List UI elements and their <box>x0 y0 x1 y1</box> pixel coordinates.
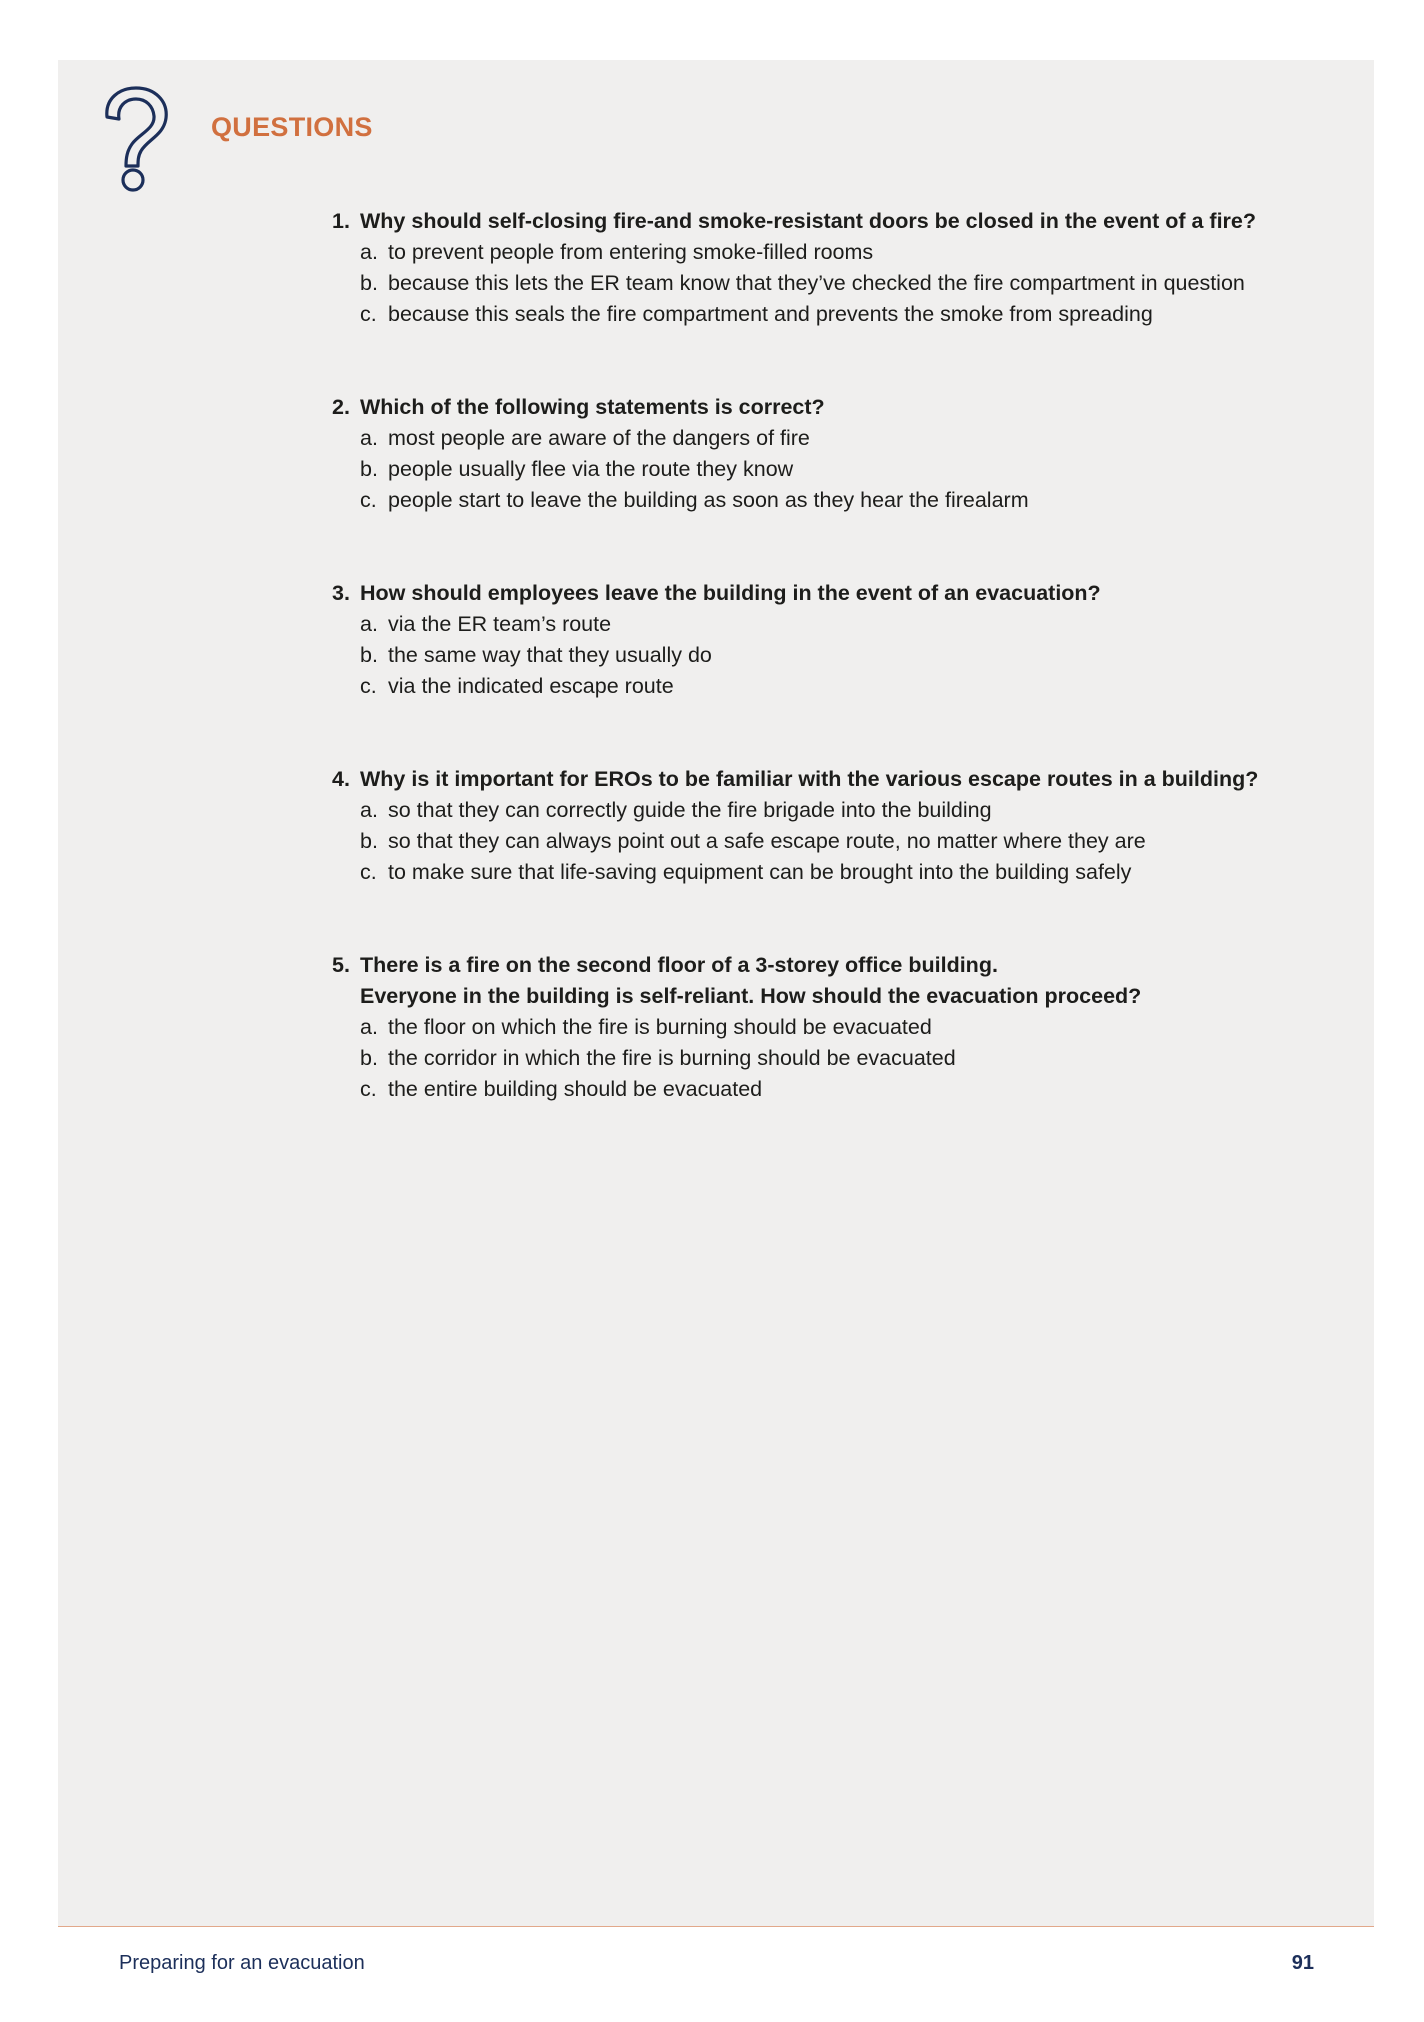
question-number: 3. <box>332 581 350 605</box>
option-text: people usually flee via the route they know <box>388 457 794 481</box>
page-number: 91 <box>1291 1952 1314 1974</box>
question-line: Why is it important for EROs to be familiar with the various escape routes in a building? <box>360 767 1259 791</box>
footer-chapter-title: Preparing for an evacuation <box>119 1952 365 1974</box>
question-text <box>332 950 1292 981</box>
option-text: so that they can correctly guide the fire brigade into the building <box>388 798 992 822</box>
question-line: How should employees leave the building in the event of an evacuation? <box>360 581 1101 605</box>
question-item <box>332 950 1292 1105</box>
option-text: to make sure that life-saving equipment can be brought into the building safely <box>388 860 1132 884</box>
answer-option <box>332 826 1292 857</box>
question-text <box>332 578 1292 609</box>
question-item <box>332 206 1292 330</box>
option-text: via the indicated escape route <box>388 674 674 698</box>
option-text: because this seals the fire compartment and prevents the smoke from spreading <box>388 302 1153 326</box>
answer-option <box>332 1074 1292 1105</box>
answer-option <box>332 795 1292 826</box>
option-letter: a. <box>360 612 378 636</box>
option-text: the floor on which the fire is burning should be evacuated <box>388 1015 932 1039</box>
option-letter: b. <box>360 271 378 295</box>
option-text: because this lets the ER team know that they’ve checked the fire compartment in question <box>388 271 1245 295</box>
question-list <box>332 206 1292 1167</box>
answer-options <box>332 1012 1292 1105</box>
option-letter: b. <box>360 643 378 667</box>
answer-option <box>332 1043 1292 1074</box>
answer-options <box>332 423 1292 516</box>
answer-option <box>332 423 1292 454</box>
answer-options <box>332 609 1292 702</box>
question-number: 2. <box>332 395 350 419</box>
question-number: 4. <box>332 767 350 791</box>
option-letter: a. <box>360 1015 378 1039</box>
option-text: people start to leave the building as soon as they hear the firealarm <box>388 488 1029 512</box>
question-text <box>332 981 1292 1012</box>
answer-option <box>332 237 1292 268</box>
question-line: There is a fire on the second floor of a 3-storey office building. <box>360 953 998 977</box>
option-letter: a. <box>360 240 378 264</box>
question-item <box>332 578 1292 702</box>
answer-option <box>332 640 1292 671</box>
question-text <box>332 206 1292 237</box>
question-mark-icon <box>96 84 174 192</box>
answer-option <box>332 454 1292 485</box>
question-item <box>332 764 1292 888</box>
question-text <box>332 392 1292 423</box>
option-letter: c. <box>360 302 377 326</box>
footer-divider <box>58 1926 1374 1927</box>
option-letter: c. <box>360 1077 377 1101</box>
option-letter: c. <box>360 860 377 884</box>
answer-option <box>332 671 1292 702</box>
question-number: 5. <box>332 953 350 977</box>
option-letter: a. <box>360 798 378 822</box>
question-line: Which of the following statements is correct? <box>360 395 825 419</box>
option-letter: b. <box>360 457 378 481</box>
question-item <box>332 392 1292 516</box>
question-text <box>332 764 1292 795</box>
option-text: most people are aware of the dangers of fire <box>388 426 810 450</box>
option-letter: a. <box>360 426 378 450</box>
answer-option <box>332 485 1292 516</box>
option-letter: b. <box>360 1046 378 1070</box>
section-title: QUESTIONS <box>211 112 373 142</box>
option-text: the entire building should be evacuated <box>388 1077 763 1101</box>
answer-option <box>332 609 1292 640</box>
answer-option <box>332 268 1292 299</box>
question-line: Everyone in the building is self-reliant. How should the evacuation proceed? <box>360 984 1142 1008</box>
option-text: via the ER team’s route <box>388 612 612 636</box>
option-letter: b. <box>360 829 378 853</box>
option-text: the corridor in which the fire is burning should be evacuated <box>388 1046 956 1070</box>
answer-option <box>332 857 1292 888</box>
question-number: 1. <box>332 209 350 233</box>
answer-options <box>332 237 1292 330</box>
option-letter: c. <box>360 674 377 698</box>
answer-option <box>332 299 1292 330</box>
option-text: to prevent people from entering smoke-filled rooms <box>388 240 874 264</box>
answer-option <box>332 1012 1292 1043</box>
option-text: the same way that they usually do <box>388 643 712 667</box>
option-text: so that they can always point out a safe escape route, no matter where they are <box>388 829 1146 853</box>
answer-options <box>332 795 1292 888</box>
question-line: Why should self-closing fire-and smoke-resistant doors be closed in the event of a fire? <box>360 209 1256 233</box>
option-letter: c. <box>360 488 377 512</box>
